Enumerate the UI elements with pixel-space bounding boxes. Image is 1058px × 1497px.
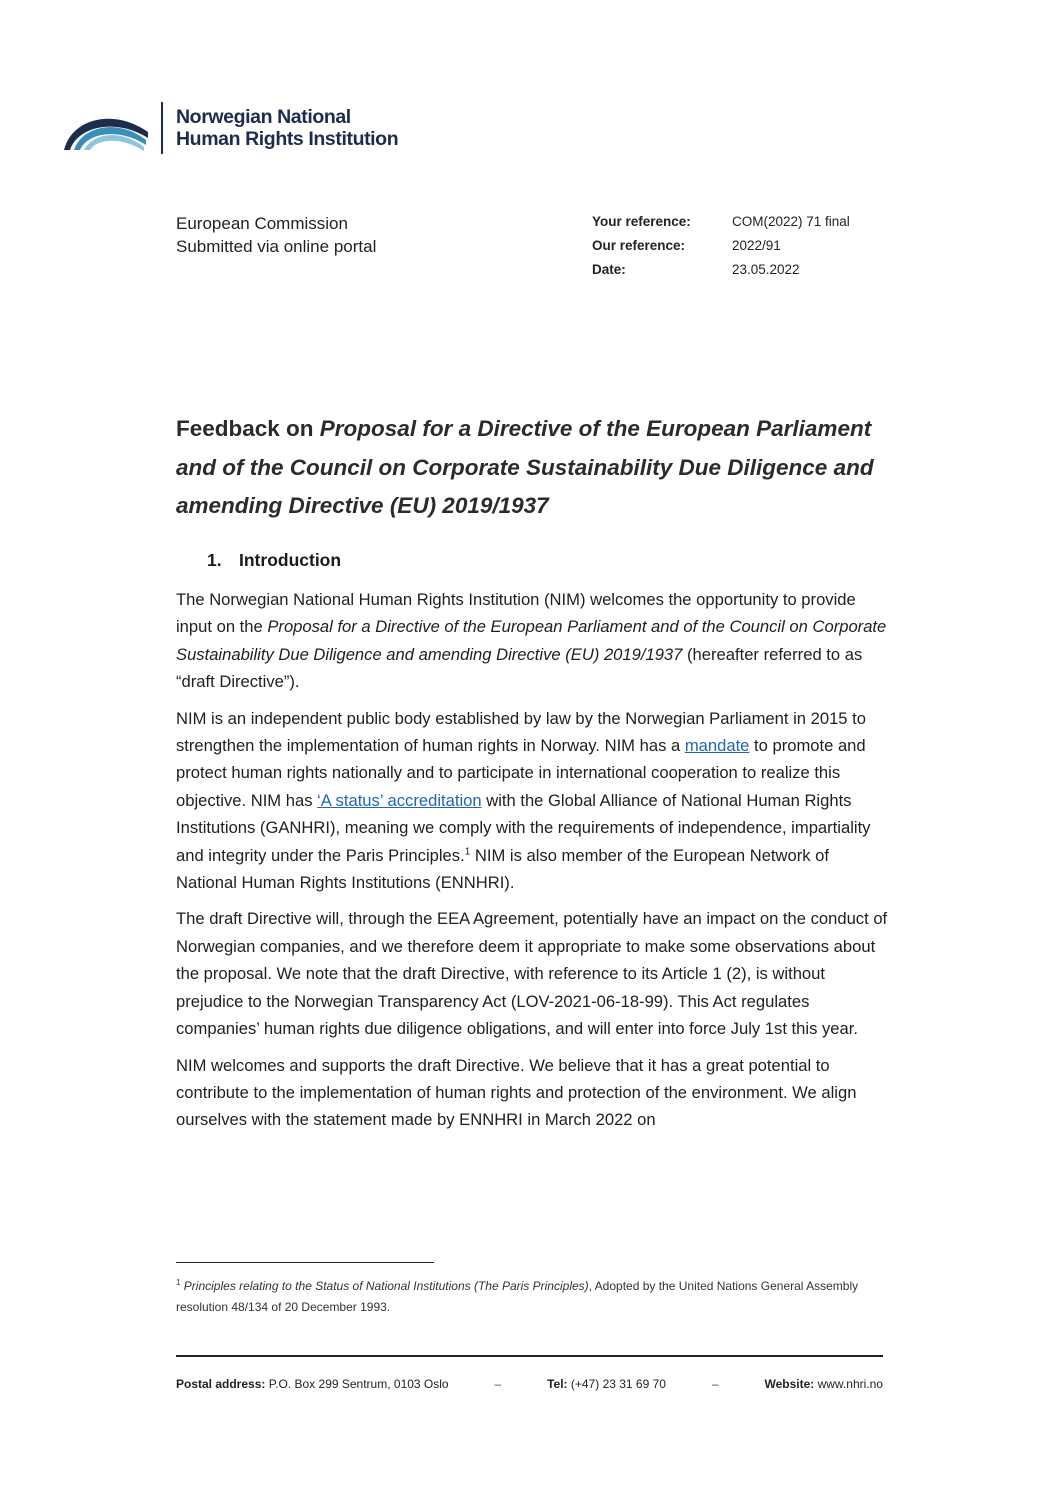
footer-website[interactable] bbox=[764, 1377, 883, 1391]
reference-row bbox=[592, 258, 850, 282]
recipient-line1: European Commission bbox=[176, 214, 348, 233]
reference-label: Our reference: bbox=[592, 238, 686, 253]
footer-separator: – bbox=[494, 1377, 502, 1391]
footnote-italic: Principles relating to the Status of National Institutions (The Paris Principles) bbox=[183, 1279, 589, 1293]
paragraph-text: The Norwegian National Human Rights Institution (NIM) welcomes the opportunity to provide input on the bbox=[176, 590, 856, 637]
footer-divider bbox=[176, 1355, 883, 1357]
footer-tel bbox=[547, 1377, 666, 1391]
section-heading-text: Introduction bbox=[239, 550, 342, 570]
footer-tel-label: Tel: bbox=[547, 1377, 568, 1391]
paragraph-text: NIM is an independent public body established by law by the Norwegian Parliament in 2015 to strengthen the implementation of human rights in Norway. NIM has a bbox=[176, 708, 866, 756]
title-italic: Proposal for a Directive of the European Parliament and of the Council on Corporate Sustainability Due Diligence and amending Directive (EU) 2019/1937 bbox=[176, 416, 874, 518]
reference-label: Date: bbox=[592, 262, 626, 277]
footer-separator: – bbox=[711, 1377, 719, 1391]
institution-name bbox=[176, 106, 398, 150]
reference-block bbox=[592, 210, 850, 282]
section-heading bbox=[207, 550, 341, 571]
footnote-text: , Adopted by the United Nations General Assembly resolution 48/134 of 20 December 1993. bbox=[176, 1279, 859, 1314]
footer-postal-value: P.O. Box 299 Sentrum, 0103 Oslo bbox=[265, 1377, 449, 1391]
paragraph-text: to promote and protect human rights nationally and to participate in international cooperation to realize this objective. NIM has bbox=[176, 736, 866, 810]
institution-name-line2: Human Rights Institution bbox=[176, 128, 399, 150]
paragraph-text: NIM is also member of the European Network of National Human Rights Institutions (ENNHRI). bbox=[176, 845, 830, 893]
paragraph bbox=[176, 705, 888, 897]
footer-postal bbox=[176, 1377, 449, 1391]
page-footer bbox=[176, 1377, 883, 1391]
logo-divider bbox=[161, 102, 163, 154]
reference-label: Your reference: bbox=[592, 214, 691, 229]
institution-name-line1: Norwegian National bbox=[176, 106, 351, 128]
reference-value: 23.05.2022 bbox=[732, 262, 800, 277]
document-title bbox=[176, 410, 896, 526]
title-prefix: Feedback on bbox=[176, 416, 320, 441]
reference-row bbox=[592, 210, 850, 234]
paragraph-text: (hereafter referred to as “draft Directive”). bbox=[176, 644, 863, 692]
accreditation-link[interactable]: ‘A status’ accreditation bbox=[317, 790, 482, 810]
footer-website-value: www.nhri.no bbox=[814, 1377, 883, 1391]
recipient-block bbox=[176, 212, 376, 258]
footnote-divider bbox=[176, 1262, 434, 1263]
recipient-line2: Submitted via online portal bbox=[176, 237, 377, 256]
mandate-link[interactable]: mandate bbox=[684, 736, 750, 756]
reference-row bbox=[592, 234, 850, 258]
paragraph: The draft Directive will, through the EEA Agreement, potentially have an impact on the conduct of Norwegian companies, and we therefore deem it appropriate to make some observations about the proposal. We note that the draft Directive, with reference to its Article 1 (2), is without prejudice to the Norwegian Transparency Act (LOV-2021-06-18-99). This Act regulates companies’ human rights due diligence obligations, and will enter into force July 1st this year. bbox=[176, 909, 888, 1039]
footnote-reference[interactable]: 1 bbox=[464, 846, 471, 858]
footer-tel-value: (+47) 23 31 69 70 bbox=[567, 1377, 666, 1391]
paragraph: NIM welcomes and supports the draft Directive. We believe that it has a great potential to contribute to the implementation of human rights and protection of the environment. We align ourselves with the statement made by ENNHRI in March 2022 on bbox=[176, 1055, 857, 1130]
section-number: 1. bbox=[207, 550, 222, 570]
reference-value: COM(2022) 71 final bbox=[732, 214, 850, 229]
footer-postal-label: Postal address: bbox=[176, 1377, 266, 1391]
document-body bbox=[176, 586, 888, 1143]
paragraph bbox=[176, 586, 888, 696]
footnote bbox=[176, 1272, 876, 1318]
paragraph-text: with the Global Alliance of National Human Rights Institutions (GANHRI), meaning we comply with the requirements of independence, impartiality and integrity under the Paris Principles. bbox=[176, 790, 871, 865]
arc-logo-icon bbox=[60, 104, 152, 154]
paragraph-italic-text: Proposal for a Directive of the European Parliament and of the Council on Corporate Sustainability Due Diligence and amending Directive (EU) 2019/1937 bbox=[176, 617, 887, 664]
footnote-mark: 1 bbox=[176, 1278, 181, 1287]
reference-value: 2022/91 bbox=[732, 238, 781, 253]
footer-website-label: Website: bbox=[764, 1377, 815, 1391]
institution-logo bbox=[60, 100, 400, 160]
